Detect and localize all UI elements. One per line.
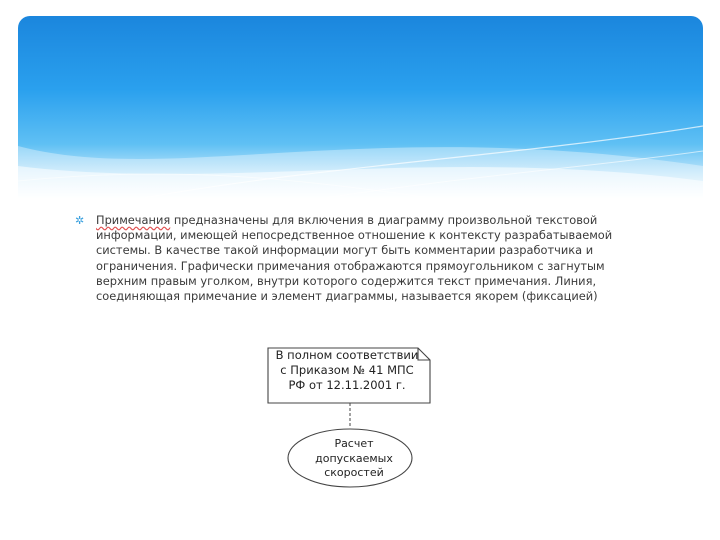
usecase-line: скоростей	[324, 466, 384, 479]
note-text	[272, 348, 422, 393]
header-banner	[18, 16, 703, 199]
note-line: с Приказом № 41 МПС	[280, 363, 414, 377]
wave-decoration	[18, 16, 703, 199]
bullet-icon: ✲	[75, 214, 85, 227]
usecase-text	[296, 437, 412, 481]
note-line: В полном соответствии	[275, 348, 419, 362]
body-paragraph	[96, 213, 656, 304]
term-notes: Примечания	[96, 213, 171, 227]
usecase-line: допускаемых	[315, 451, 393, 465]
usecase-line: Расчет	[334, 437, 374, 450]
body-text: предназначены для включения в диаграмму произвольной текстовой информации, имеющей непосредственное отношение к контексту разрабатываемой системы. В качестве такой информации могут быть комментарии разработчика и ограничения. Графически примечания отображаются прямоугольником с загнутым верхним правым уголком, внутри которого содержится текст примечания. Линия, соединяющая примечание и элемент диаграммы, называется якорем (фиксацией)	[96, 213, 613, 304]
note-line: РФ от 12.11.2001 г.	[288, 378, 406, 392]
